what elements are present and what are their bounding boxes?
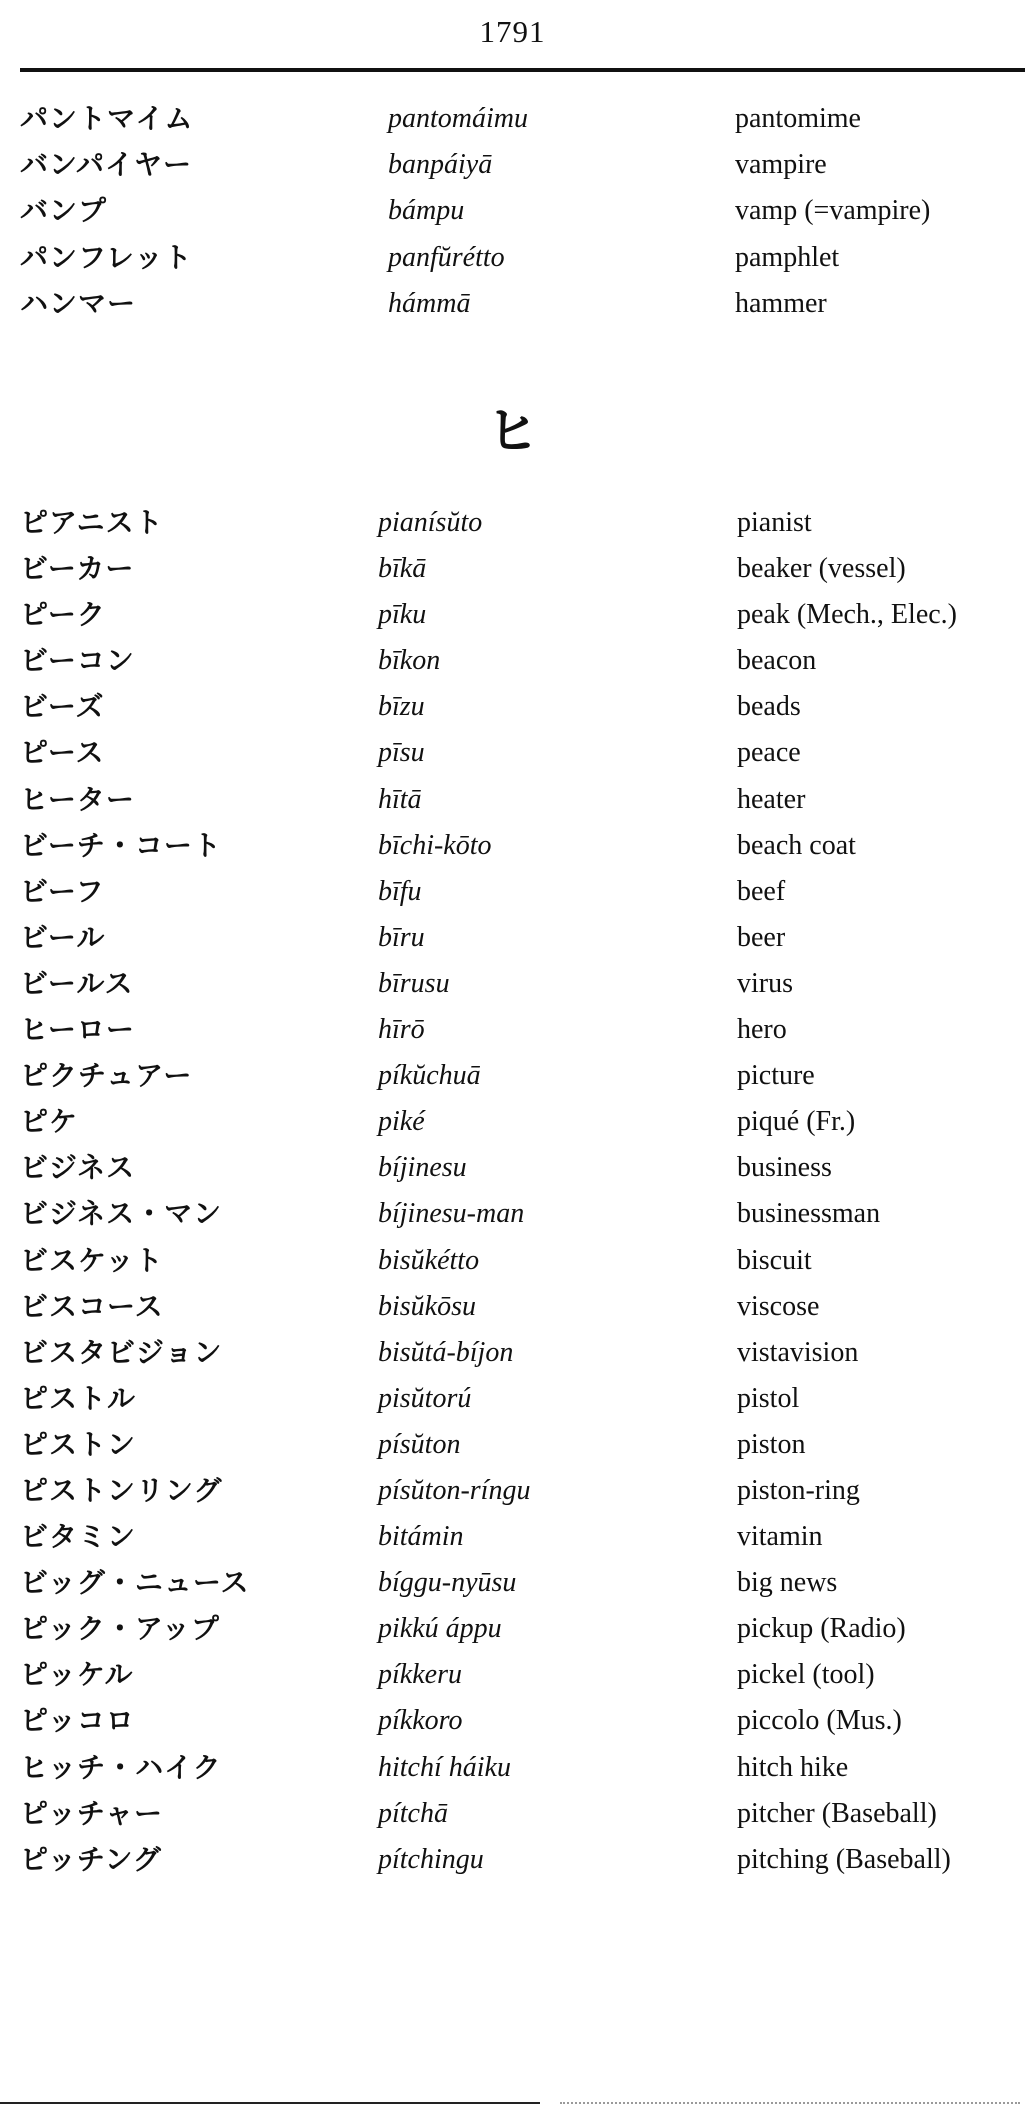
romanized-term: bīrusu bbox=[378, 967, 450, 999]
dictionary-entry bbox=[0, 1145, 1025, 1191]
english-meaning: piston bbox=[737, 1428, 806, 1460]
romanized-term: pisŭtorú bbox=[378, 1382, 472, 1414]
katakana-term: ビタミン bbox=[20, 1520, 137, 1554]
english-meaning: pamphlet bbox=[735, 241, 840, 273]
romanized-term: hitchí háiku bbox=[378, 1751, 511, 1783]
katakana-term: ピケ bbox=[20, 1105, 79, 1139]
english-meaning: vampire bbox=[735, 149, 827, 181]
english-meaning: hitch hike bbox=[737, 1751, 849, 1783]
katakana-term: ビーコン bbox=[20, 644, 135, 678]
romanized-term: písŭton-ríngu bbox=[378, 1474, 531, 1506]
english-meaning: vitamin bbox=[737, 1521, 823, 1553]
katakana-term: ハンマー bbox=[20, 286, 137, 320]
katakana-term: ビーフ bbox=[20, 874, 105, 908]
section-heading: ヒ bbox=[486, 402, 539, 462]
katakana-term: パンフレット bbox=[20, 240, 193, 274]
dictionary-entry bbox=[0, 1745, 1025, 1791]
dictionary-entry bbox=[0, 1099, 1025, 1145]
romanized-term: panfŭrétto bbox=[388, 241, 505, 273]
romanized-term: bīchi-kōto bbox=[378, 829, 492, 861]
romanized-term: banpáiyā bbox=[388, 149, 493, 181]
katakana-term: バンパイヤー bbox=[20, 148, 193, 182]
romanized-term: píkŭchuā bbox=[378, 1060, 481, 1092]
dictionary-entry bbox=[0, 1606, 1025, 1652]
header-rule bbox=[20, 68, 1025, 72]
katakana-term: ピアニスト bbox=[20, 506, 164, 539]
romanized-term: pítchā bbox=[378, 1797, 448, 1829]
katakana-term: ビジネス bbox=[20, 1151, 136, 1185]
dictionary-entry bbox=[0, 500, 1025, 546]
dictionary-entry bbox=[0, 638, 1025, 684]
katakana-term: ピッチング bbox=[20, 1842, 162, 1876]
english-meaning: big news bbox=[737, 1567, 838, 1599]
dictionary-entry bbox=[0, 1238, 1025, 1284]
katakana-term: ピッコロ bbox=[20, 1704, 135, 1738]
dictionary-entry bbox=[0, 1330, 1025, 1376]
dictionary-entry bbox=[0, 869, 1025, 915]
english-meaning: peak (Mech., Elec.) bbox=[737, 599, 957, 631]
romanized-term: pīsu bbox=[378, 737, 425, 769]
dictionary-entry bbox=[0, 188, 1025, 234]
dictionary-entry bbox=[0, 1053, 1025, 1099]
dictionary-entry bbox=[0, 1007, 1025, 1053]
katakana-term: ピーク bbox=[20, 598, 106, 632]
english-meaning: beaker (vessel) bbox=[737, 553, 906, 585]
katakana-term: ビールス bbox=[20, 966, 134, 1000]
dictionary-entry bbox=[0, 1376, 1025, 1422]
katakana-term: ヒーター bbox=[20, 782, 135, 816]
romanized-term: bīfu bbox=[378, 875, 422, 907]
english-meaning: vamp (=vampire) bbox=[735, 195, 931, 227]
katakana-term: ビール bbox=[20, 920, 106, 954]
english-meaning: heater bbox=[737, 783, 806, 815]
katakana-term: ビスコース bbox=[20, 1289, 164, 1323]
romanized-term: písŭton bbox=[378, 1428, 461, 1460]
english-meaning: hammer bbox=[735, 287, 827, 319]
romanized-term: bīzu bbox=[378, 691, 425, 723]
katakana-term: ビスケット bbox=[20, 1243, 164, 1277]
romanized-term: bīkon bbox=[378, 645, 441, 677]
katakana-term: ピストル bbox=[20, 1381, 137, 1415]
entry-list-pa bbox=[0, 96, 1025, 327]
katakana-term: ビーチ・コート bbox=[20, 828, 222, 862]
english-meaning: pitching (Baseball) bbox=[737, 1843, 951, 1875]
english-meaning: beef bbox=[737, 875, 786, 907]
dictionary-entry bbox=[0, 1560, 1025, 1606]
page-number: 1791 bbox=[479, 14, 546, 49]
dictionary-entry bbox=[0, 823, 1025, 869]
romanized-term: bíggu-nyūsu bbox=[378, 1567, 517, 1599]
dictionary-entry bbox=[0, 1698, 1025, 1744]
romanized-term: bīkā bbox=[378, 553, 427, 585]
dictionary-entry bbox=[0, 235, 1025, 281]
katakana-term: ピクチュアー bbox=[20, 1059, 193, 1093]
english-meaning: viscose bbox=[737, 1290, 820, 1322]
romanized-term: píkkeru bbox=[378, 1659, 462, 1691]
romanized-term: pianísŭto bbox=[378, 507, 483, 538]
dictionary-entry bbox=[0, 961, 1025, 1007]
romanized-term: hámmā bbox=[388, 287, 471, 319]
footer-rule-faint bbox=[560, 2102, 1020, 2105]
english-meaning: virus bbox=[737, 967, 793, 999]
english-meaning: pitcher (Baseball) bbox=[737, 1797, 937, 1829]
english-meaning: beacon bbox=[737, 645, 817, 677]
english-meaning: pianist bbox=[737, 507, 812, 538]
katakana-term: ピストン bbox=[20, 1427, 137, 1461]
english-meaning: business bbox=[737, 1152, 832, 1184]
katakana-term: ビスタビジョン bbox=[20, 1335, 223, 1369]
english-meaning: vistavision bbox=[737, 1336, 859, 1368]
katakana-term: ヒーロー bbox=[20, 1013, 135, 1047]
dictionary-entry bbox=[0, 1422, 1025, 1468]
dictionary-entry bbox=[0, 1791, 1025, 1837]
dictionary-entry bbox=[0, 1284, 1025, 1330]
english-meaning: pistol bbox=[737, 1382, 800, 1414]
katakana-term: ピストンリング bbox=[20, 1473, 223, 1507]
english-meaning: beer bbox=[737, 921, 786, 953]
english-meaning: piccolo (Mus.) bbox=[737, 1705, 902, 1737]
dictionary-entry bbox=[0, 546, 1025, 592]
dictionary-entry bbox=[0, 142, 1025, 188]
footer-rule bbox=[0, 2102, 540, 2104]
dictionary-entry bbox=[0, 730, 1025, 776]
english-meaning: peace bbox=[737, 737, 801, 769]
english-meaning: piston-ring bbox=[737, 1474, 860, 1506]
romanized-term: bitámin bbox=[378, 1521, 464, 1553]
romanized-term: bámpu bbox=[388, 195, 465, 227]
dictionary-entry bbox=[0, 1652, 1025, 1698]
romanized-term: bisŭkōsu bbox=[378, 1290, 476, 1322]
romanized-term: hītā bbox=[378, 783, 422, 815]
dictionary-entry bbox=[0, 1514, 1025, 1560]
katakana-term: ピッケル bbox=[20, 1658, 134, 1692]
romanized-term: pikkú áppu bbox=[378, 1613, 502, 1645]
romanized-term: hīrō bbox=[378, 1014, 425, 1046]
romanized-term: pīku bbox=[378, 599, 427, 631]
katakana-term: パントマイム bbox=[20, 102, 194, 135]
dictionary-entry bbox=[0, 1468, 1025, 1514]
romanized-term: pantomáimu bbox=[388, 103, 528, 134]
katakana-term: ヒッチ・ハイク bbox=[20, 1750, 222, 1784]
entry-list-hi bbox=[0, 500, 1025, 1883]
katakana-term: ビッグ・ニュース bbox=[20, 1566, 250, 1600]
romanized-term: bíjinesu-man bbox=[378, 1198, 525, 1230]
dictionary-entry bbox=[0, 96, 1025, 142]
katakana-term: ピース bbox=[20, 736, 105, 770]
english-meaning: piqué (Fr.) bbox=[737, 1106, 856, 1138]
katakana-term: バンプ bbox=[20, 194, 108, 228]
english-meaning: beach coat bbox=[737, 829, 856, 861]
english-meaning: pickup (Radio) bbox=[737, 1613, 906, 1645]
english-meaning: businessman bbox=[737, 1198, 881, 1230]
katakana-term: ピッチャー bbox=[20, 1796, 164, 1830]
romanized-term: bīru bbox=[378, 921, 425, 953]
english-meaning: pantomime bbox=[735, 103, 861, 134]
romanized-term: bisŭkétto bbox=[378, 1244, 480, 1276]
dictionary-entry bbox=[0, 592, 1025, 638]
katakana-term: ビジネス・マン bbox=[20, 1197, 223, 1231]
romanized-term: bisŭtá-bíjon bbox=[378, 1336, 514, 1368]
katakana-term: ビーズ bbox=[20, 690, 105, 724]
katakana-term: ピック・アップ bbox=[20, 1612, 220, 1646]
romanized-term: piké bbox=[378, 1106, 425, 1138]
romanized-term: píkkoro bbox=[378, 1705, 463, 1737]
dictionary-entry bbox=[0, 281, 1025, 327]
dictionary-entry bbox=[0, 1837, 1025, 1883]
english-meaning: pickel (tool) bbox=[737, 1659, 875, 1691]
dictionary-entry bbox=[0, 915, 1025, 961]
romanized-term: pítchingu bbox=[378, 1843, 484, 1875]
dictionary-entry bbox=[0, 1191, 1025, 1237]
english-meaning: hero bbox=[737, 1014, 787, 1046]
katakana-term: ビーカー bbox=[20, 552, 135, 586]
english-meaning: biscuit bbox=[737, 1244, 812, 1276]
english-meaning: picture bbox=[737, 1060, 815, 1092]
romanized-term: bíjinesu bbox=[378, 1152, 467, 1184]
dictionary-entry bbox=[0, 684, 1025, 730]
english-meaning: beads bbox=[737, 691, 801, 723]
dictionary-entry bbox=[0, 777, 1025, 823]
